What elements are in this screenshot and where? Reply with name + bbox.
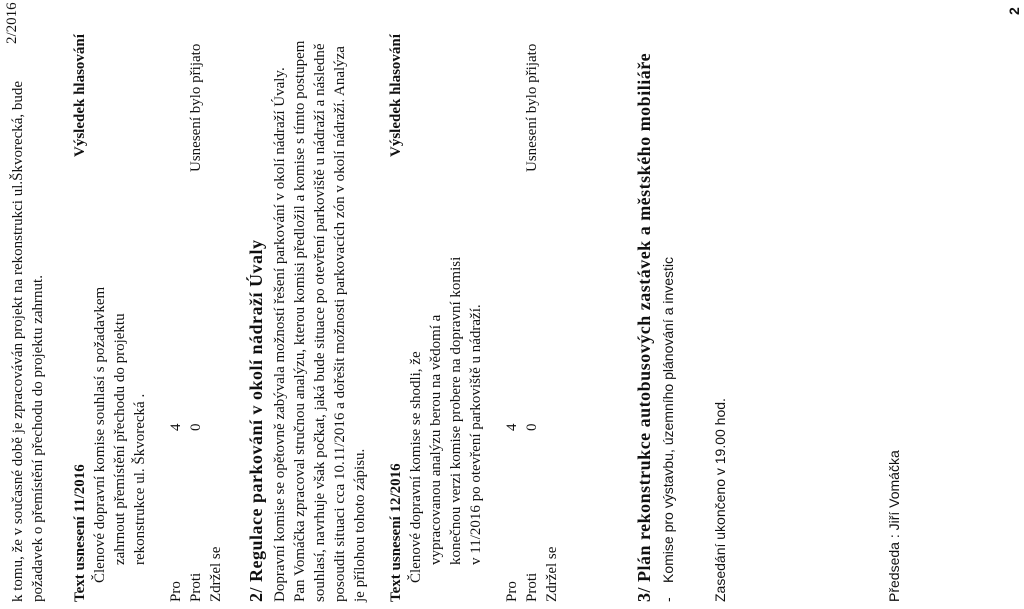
resolution-text-line: v 11/2016 po otevření parkoviště u nádraží.: [468, 304, 484, 565]
bullet-text: Komise pro výstavbu, územního plánování a investic: [660, 256, 676, 583]
vote-value: 4: [168, 423, 184, 431]
signature-line: Předseda : Jiří Vomáčka: [886, 450, 902, 602]
resolution-text-line: konečnou verzi komise probere na dopravní komisi: [448, 256, 464, 565]
bullet-dash: -: [660, 597, 676, 602]
intro-line: požadavek o přemístění přechodu do projektu zahrnut.: [30, 275, 46, 602]
resolution-text-line: Členové dopravní komise se shodli, že: [408, 351, 424, 583]
resolution-text-line: Členové dopravní komise souhlasí s požadavkem: [92, 286, 108, 583]
paragraph-line: je přílohou tohoto zápisu.: [352, 448, 368, 602]
resolution-label: Text usnesení 12/2016: [388, 463, 404, 602]
vote-label: Pro: [504, 581, 520, 602]
paragraph-line: souhlasí, navrhuje však počkat, jaká bude situace po otevření parkoviště u nádraží a následně: [312, 43, 328, 602]
page-number: 2: [1006, 7, 1022, 15]
vote-result-label: Výsledek hlasování: [72, 34, 88, 157]
vote-result-label: Výsledek hlasování: [388, 34, 404, 157]
vote-outcome: Usnesení bylo přijato: [188, 43, 204, 172]
vote-value: 0: [188, 423, 204, 431]
vote-label: Proti: [524, 572, 540, 602]
vote-label: Proti: [188, 572, 204, 602]
section-heading: 2/ Regulace parkování v okolí nádraží Úvaly: [246, 239, 266, 602]
vote-value: 0: [524, 423, 540, 431]
resolution-text-line: zahrnout přemístění přechodu do projektu: [112, 313, 128, 565]
paragraph-line: Pan Vomáčka zpracoval stručnou analýzu, kterou komisi předložil a komise s tímto postupem: [292, 40, 308, 602]
vote-value: 4: [504, 423, 520, 431]
paragraph-line: posoudit situaci cca 10.11/2016 a dořešit možnosti parkovacích zón v okolí nádraží. Analýza: [332, 46, 348, 602]
vote-label: Pro: [168, 581, 184, 602]
document-reference: 2/2016: [4, 2, 20, 44]
vote-label: Zdržel se: [208, 546, 224, 602]
paragraph-line: Dopravní komise se opětovně zabývala možností řešení parkování v okolí nádraží Úvaly.: [272, 67, 288, 602]
resolution-text-line: vypracovanou analýzu berou na vědomí a: [428, 314, 444, 565]
resolution-label: Text usnesení 11/2016: [72, 464, 88, 602]
section-heading: 3/ Plán rekonstrukce autobusových zastávek a městského mobiliáře: [634, 52, 654, 602]
intro-line: k tomu, že v současné době je zpracováván projekt na rekonstrukci ul.Škvorecká, bude: [10, 80, 26, 602]
resolution-text-line: rekonstrukce ul. Škvorecká .: [132, 393, 148, 565]
closing-note: Zasedání ukončeno v 19.00 hod.: [712, 398, 728, 602]
vote-outcome: Usnesení bylo přijato: [524, 43, 540, 172]
vote-label: Zdržel se: [544, 546, 560, 602]
